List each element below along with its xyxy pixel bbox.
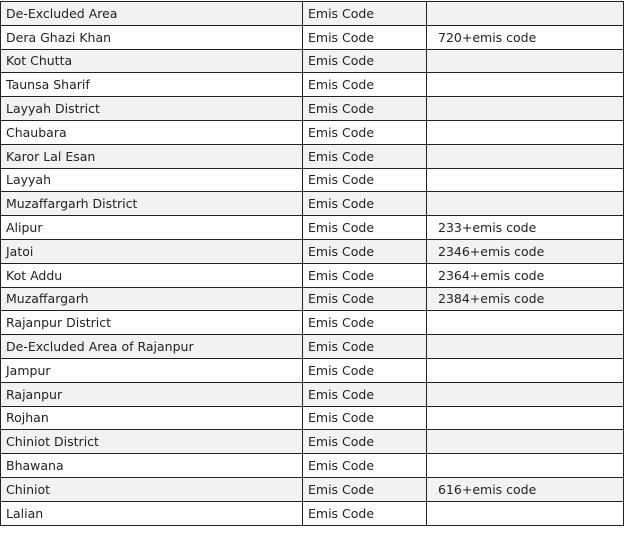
emis-code-label-cell: Emis Code xyxy=(303,287,427,311)
area-name-cell: Chaubara xyxy=(1,120,303,144)
area-name-cell: Alipur xyxy=(1,216,303,240)
table-row xyxy=(1,2,624,26)
emis-table-body xyxy=(1,2,624,526)
emis-code-value-cell xyxy=(427,97,624,121)
area-name-cell: Rajanpur District xyxy=(1,311,303,335)
emis-code-label-cell: Emis Code xyxy=(303,358,427,382)
emis-code-label-cell: Emis Code xyxy=(303,97,427,121)
area-name-cell: Bhawana xyxy=(1,454,303,478)
area-name-cell: Jampur xyxy=(1,358,303,382)
emis-code-label-cell: Emis Code xyxy=(303,501,427,525)
area-name-cell: Jatoi xyxy=(1,239,303,263)
table-row xyxy=(1,25,624,49)
emis-code-value-cell xyxy=(427,144,624,168)
emis-code-label-cell: Emis Code xyxy=(303,335,427,359)
area-name-cell: Layyah District xyxy=(1,97,303,121)
emis-code-table xyxy=(0,1,624,526)
emis-code-label-cell: Emis Code xyxy=(303,2,427,26)
area-name-cell: De-Excluded Area xyxy=(1,2,303,26)
table-row xyxy=(1,501,624,525)
table-row xyxy=(1,335,624,359)
emis-code-value-cell xyxy=(427,192,624,216)
area-name-cell: Muzaffargarh District xyxy=(1,192,303,216)
table-row xyxy=(1,49,624,73)
table-row xyxy=(1,263,624,287)
area-name-cell: Taunsa Sharif xyxy=(1,73,303,97)
emis-code-value-cell xyxy=(427,168,624,192)
emis-code-value-cell: 2384+emis code xyxy=(427,287,624,311)
emis-code-label-cell: Emis Code xyxy=(303,120,427,144)
emis-code-value-cell: 233+emis code xyxy=(427,216,624,240)
area-name-cell: Muzaffargarh xyxy=(1,287,303,311)
area-name-cell: Rajanpur xyxy=(1,382,303,406)
emis-code-value-cell xyxy=(427,2,624,26)
table-row xyxy=(1,477,624,501)
emis-code-value-cell: 2346+emis code xyxy=(427,239,624,263)
table-row xyxy=(1,73,624,97)
emis-code-label-cell: Emis Code xyxy=(303,25,427,49)
area-name-cell: Karor Lal Esan xyxy=(1,144,303,168)
table-row xyxy=(1,120,624,144)
emis-code-label-cell: Emis Code xyxy=(303,168,427,192)
table-row xyxy=(1,144,624,168)
emis-code-value-cell xyxy=(427,120,624,144)
emis-code-label-cell: Emis Code xyxy=(303,406,427,430)
table-row xyxy=(1,358,624,382)
table-row xyxy=(1,406,624,430)
emis-code-value-cell xyxy=(427,406,624,430)
emis-code-value-cell xyxy=(427,311,624,335)
emis-code-label-cell: Emis Code xyxy=(303,73,427,97)
area-name-cell: Layyah xyxy=(1,168,303,192)
table-row xyxy=(1,454,624,478)
emis-code-label-cell: Emis Code xyxy=(303,454,427,478)
area-name-cell: Chiniot xyxy=(1,477,303,501)
emis-code-value-cell xyxy=(427,73,624,97)
emis-code-value-cell xyxy=(427,49,624,73)
table-row xyxy=(1,168,624,192)
table-row xyxy=(1,311,624,335)
emis-code-label-cell: Emis Code xyxy=(303,382,427,406)
emis-code-label-cell: Emis Code xyxy=(303,239,427,263)
emis-code-label-cell: Emis Code xyxy=(303,144,427,168)
emis-code-value-cell xyxy=(427,430,624,454)
table-row xyxy=(1,97,624,121)
area-name-cell: Lalian xyxy=(1,501,303,525)
table-row xyxy=(1,287,624,311)
emis-code-value-cell xyxy=(427,382,624,406)
table-row xyxy=(1,239,624,263)
emis-code-value-cell xyxy=(427,501,624,525)
table-row xyxy=(1,430,624,454)
emis-code-label-cell: Emis Code xyxy=(303,430,427,454)
area-name-cell: De-Excluded Area of Rajanpur xyxy=(1,335,303,359)
emis-code-label-cell: Emis Code xyxy=(303,477,427,501)
area-name-cell: Kot Addu xyxy=(1,263,303,287)
emis-code-value-cell: 720+emis code xyxy=(427,25,624,49)
area-name-cell: Chiniot District xyxy=(1,430,303,454)
emis-code-value-cell xyxy=(427,335,624,359)
emis-code-label-cell: Emis Code xyxy=(303,263,427,287)
emis-code-value-cell xyxy=(427,454,624,478)
table-row xyxy=(1,192,624,216)
table-row xyxy=(1,216,624,240)
emis-code-value-cell: 2364+emis code xyxy=(427,263,624,287)
area-name-cell: Dera Ghazi Khan xyxy=(1,25,303,49)
table-row xyxy=(1,382,624,406)
area-name-cell: Kot Chutta xyxy=(1,49,303,73)
emis-code-value-cell xyxy=(427,358,624,382)
emis-code-label-cell: Emis Code xyxy=(303,49,427,73)
area-name-cell: Rojhan xyxy=(1,406,303,430)
emis-code-label-cell: Emis Code xyxy=(303,192,427,216)
emis-code-value-cell: 616+emis code xyxy=(427,477,624,501)
emis-code-label-cell: Emis Code xyxy=(303,216,427,240)
emis-code-label-cell: Emis Code xyxy=(303,311,427,335)
